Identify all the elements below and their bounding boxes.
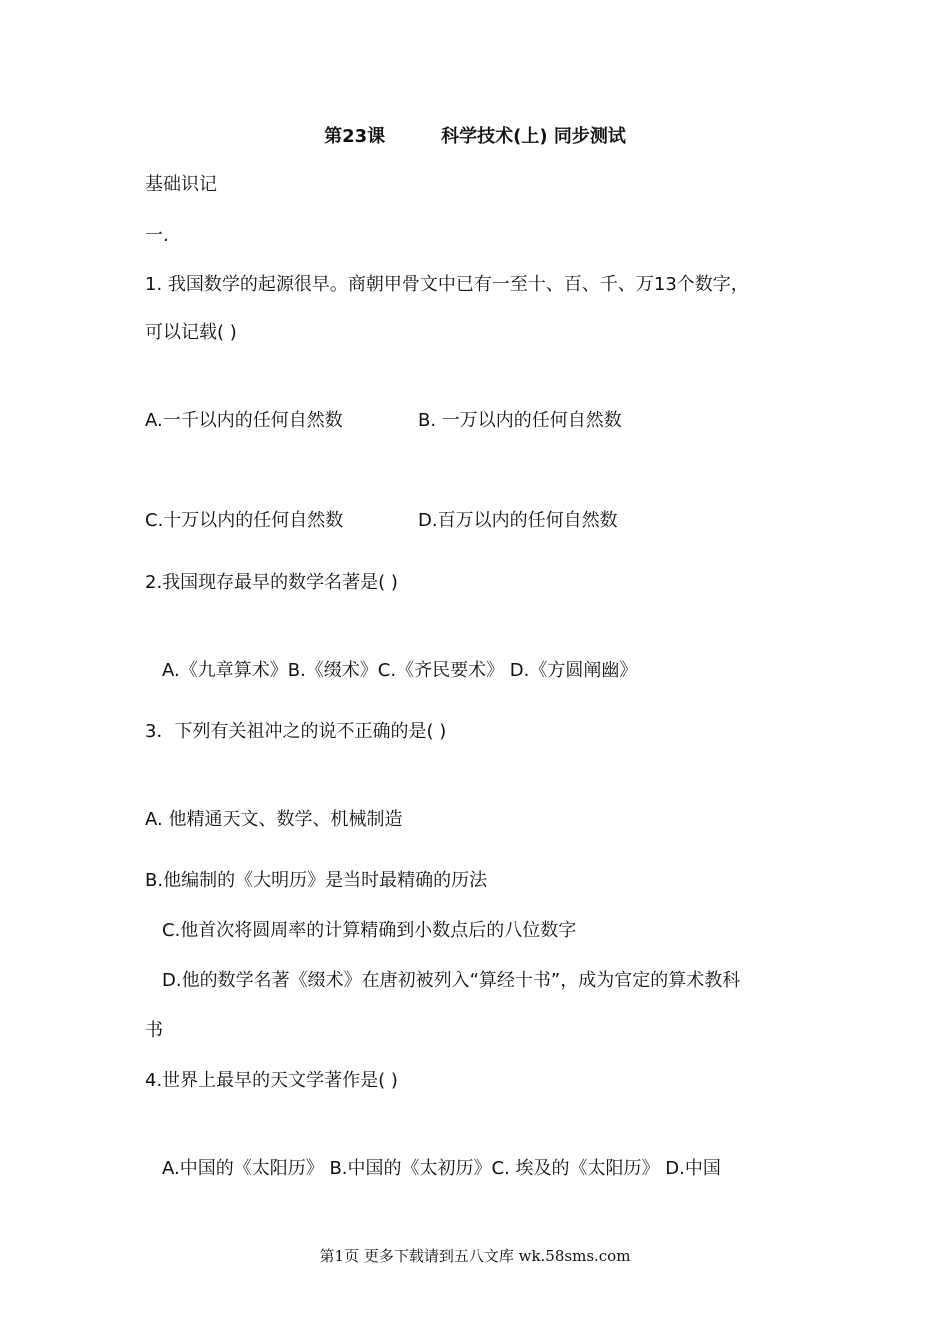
q2-stem: 2.我国现存最早的数学名著是( ) bbox=[145, 572, 398, 593]
q2-options: A.《九章算术》B.《缀术》C.《齐民要术》 D.《方圆阐幽》 bbox=[162, 660, 638, 681]
page-title bbox=[0, 125, 950, 149]
q3-option-d-line2: 书 bbox=[145, 1020, 163, 1041]
section-heading: 基础识记 bbox=[145, 174, 217, 195]
q3-stem: 3．下列有关祖冲之的说不正确的是( ) bbox=[145, 721, 447, 742]
q3-option-a: A. 他精通天文、数学、机械制造 bbox=[145, 809, 403, 830]
q1-option-d: D.百万以内的任何自然数 bbox=[418, 510, 618, 531]
q1-stem-line2: 可以记载( ) bbox=[145, 322, 237, 343]
part-heading: 一. bbox=[145, 225, 169, 246]
lesson-number: 第23课 bbox=[324, 126, 386, 147]
lesson-topic: 科学技术(上) 同步测试 bbox=[441, 126, 626, 147]
q3-option-b: B.他编制的《大明历》是当时最精确的历法 bbox=[145, 870, 488, 891]
q3-option-c: C.他首次将圆周率的计算精确到小数点后的八位数字 bbox=[162, 920, 577, 941]
q1-option-a: A.一千以内的任何自然数 bbox=[145, 410, 343, 431]
q1-options-row2 bbox=[145, 509, 845, 533]
page-footer: 第1页 更多下载请到五八文库 wk.58sms.com bbox=[319, 1247, 631, 1265]
q1-option-c: C.十万以内的任何自然数 bbox=[145, 510, 344, 531]
q4-options: A.中国的《太阳历》 B.中国的《太初历》C. 埃及的《太阳历》 D.中国 bbox=[162, 1158, 721, 1179]
q3-option-d-line1: D.他的数学名著《缀术》在唐初被列入“算经十书”，成为官定的算术教科 bbox=[162, 970, 741, 991]
q4-stem: 4.世界上最早的天文学著作是( ) bbox=[145, 1070, 398, 1091]
q1-option-b: B. 一万以内的任何自然数 bbox=[418, 410, 622, 431]
q1-stem-line1: 1. 我国数学的起源很早。商朝甲骨文中已有一至十、百、千、万13个数字， bbox=[145, 274, 749, 295]
q1-options-row1 bbox=[145, 409, 845, 433]
